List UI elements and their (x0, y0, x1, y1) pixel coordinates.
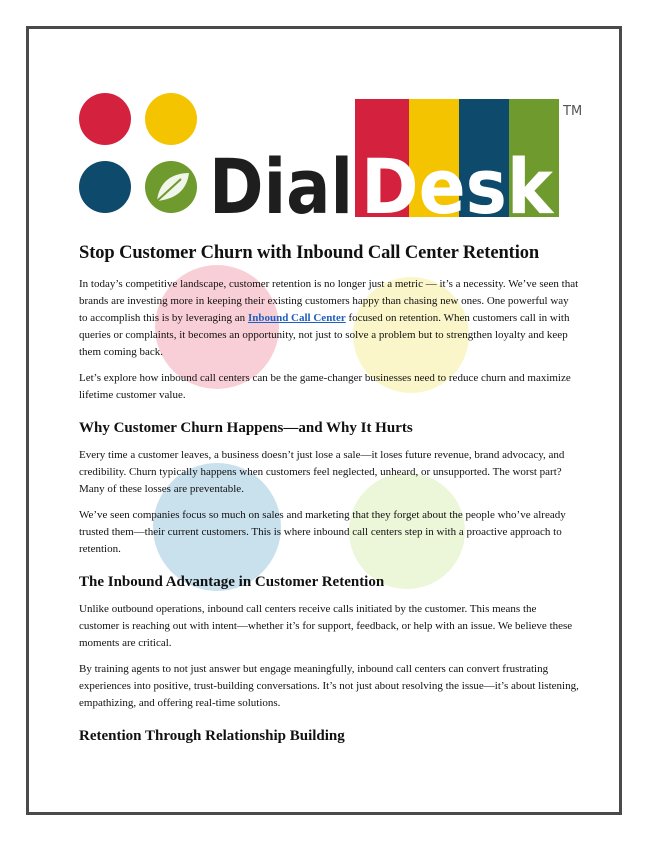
article-title: Stop Customer Churn with Inbound Call Center Retention (79, 243, 540, 263)
inbound-paragraph-1: Unlike outbound operations, inbound call centers receive calls initiated by the customer. This means the customer is reaching out with intent—whether it’s for support, feedback, or help with an issue. We believe these moments are critical. (79, 603, 573, 649)
churn-paragraph-1: Every time a customer leaves, a business doesn’t just lose a sale—it loses future revenue, brand advocacy, and credibility. Churn typically happens when customers feel neglected, unheard, or unsupported. The worst part? Many of these losses are preventable. (79, 449, 565, 495)
logo-brand-dial: Dial (209, 142, 353, 231)
intro-paragraph-1: In today’s competitive landscape, customer retention is no longer just a metric — it’s a necessity. We’ve seen that brands are investing more in keeping their existing customers happy than chasing new ones. One powerful way to accomplish this is by leveraging an Inbound Call Center focused on retention. When customers call in with queries or complaints, it becomes an opportunity, not just to solve a problem but to strengthen loyalty and keep them coming back. (79, 278, 579, 358)
logo-brand-desk: Desk (361, 142, 555, 231)
intro-paragraph-2: Let’s explore how inbound call centers can be the game-changer businesses need to reduce churn and maximize lifetime customer value. (79, 372, 571, 401)
dialdesk-logo (77, 93, 587, 253)
section-heading-relationship: Retention Through Relationship Building (79, 728, 345, 744)
document-page (26, 26, 622, 815)
inbound-paragraph-2: By training agents to not just answer but engage meaningfully, inbound call centers can convert frustrating experiences into positive, trust-building conversations. It’s not just about resolving the issue—it’s about listening, empathizing, and offering real-time solutions. (79, 663, 579, 709)
section-heading-churn: Why Customer Churn Happens—and Why It Hurts (79, 420, 413, 436)
logo-yellow-circle (145, 93, 197, 145)
logo-trademark: TM (563, 104, 583, 119)
churn-paragraph-2: We’ve seen companies focus so much on sales and marketing that they forget about the people who’ve already trusted them—their current customers. This is where inbound call centers step in with a proactive approach to retention. (79, 509, 566, 555)
inbound-call-center-link[interactable]: Inbound Call Center (247, 312, 346, 324)
logo-navy-circle (79, 161, 131, 213)
article-body (79, 243, 579, 755)
section-heading-inbound-advantage: The Inbound Advantage in Customer Retention (79, 574, 385, 590)
logo-red-circle (79, 93, 131, 145)
